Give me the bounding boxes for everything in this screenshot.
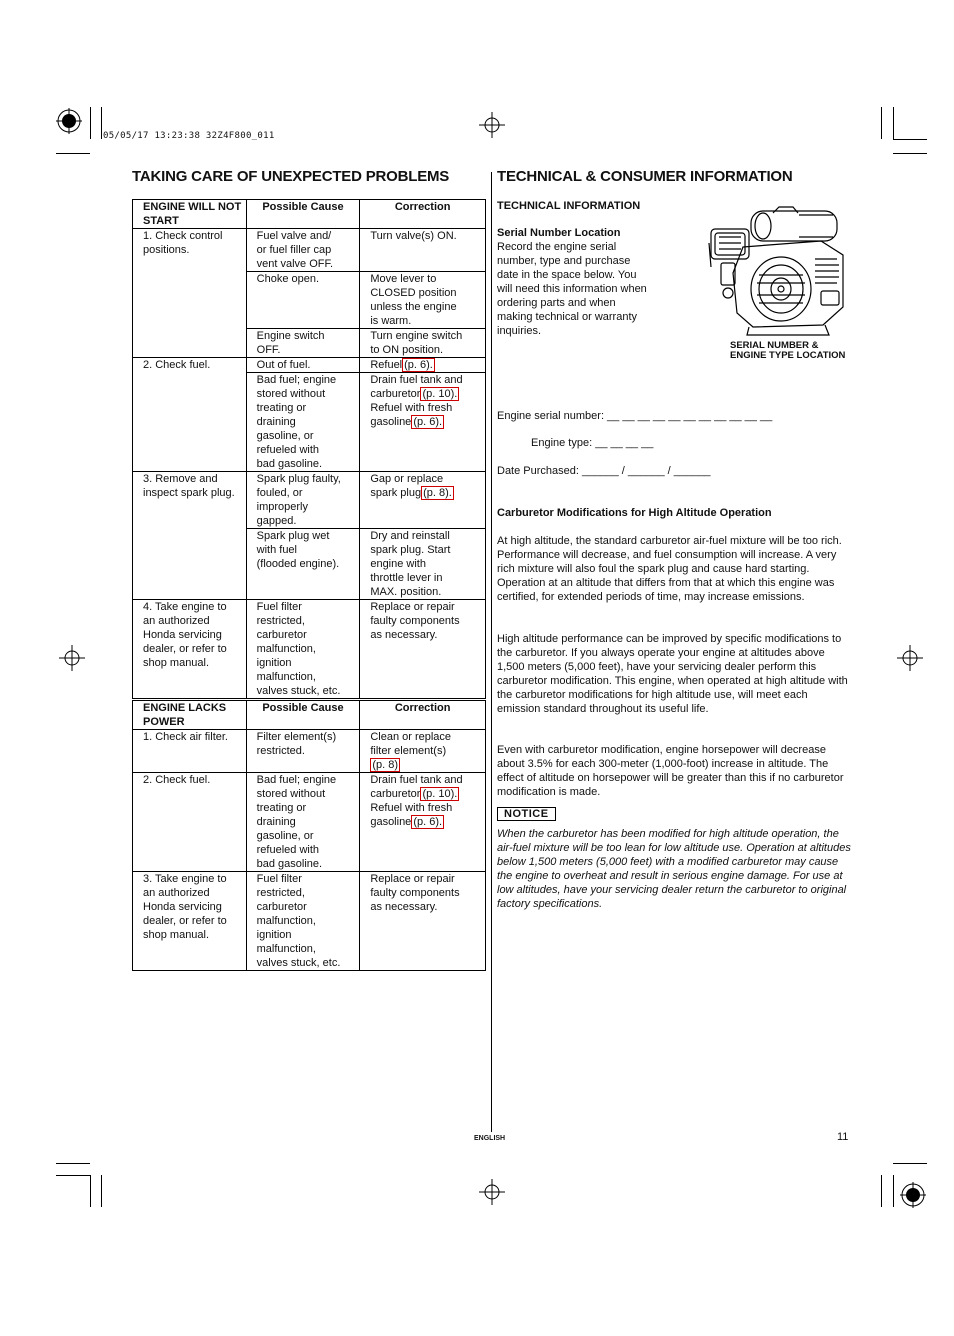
paragraph-horsepower: Even with carburetor modification, engine horsepower will decrease about 3.5% for each 300-meter (1,000-foot) increase in altitude. The effect of altitude on horsepower will be greater than this if no carburetor modification is made. bbox=[497, 744, 844, 798]
table-row bbox=[133, 600, 486, 699]
date-purchased-field[interactable]: Date Purchased: ______ / ______ / ______ bbox=[497, 465, 711, 477]
check-step: 1. Check air filter. bbox=[133, 730, 247, 773]
crosshair-icon bbox=[897, 645, 923, 671]
technical-information-heading: TECHNICAL INFORMATION bbox=[497, 200, 641, 212]
right-section-title: TECHNICAL & CONSUMER INFORMATION bbox=[497, 168, 793, 185]
page-reference-link[interactable]: (p. 6). bbox=[413, 416, 443, 428]
table-row bbox=[133, 358, 486, 373]
cause-cell: Fuel filter restricted, carburetor malfunction, ignition malfunction, valves stuck, etc. bbox=[246, 872, 360, 971]
engine-will-not-start-table bbox=[132, 199, 486, 699]
crosshair-icon bbox=[479, 112, 505, 138]
cause-cell: Spark plug faulty, fouled, or improperly gapped. bbox=[246, 472, 360, 529]
table-header-correction: Correction bbox=[360, 200, 486, 229]
cause-cell: Choke open. bbox=[246, 272, 360, 329]
notice-label: NOTICE bbox=[497, 807, 556, 821]
table-row bbox=[133, 730, 486, 773]
language-label: ENGLISH bbox=[474, 1135, 506, 1142]
carburetor-heading: Carburetor Modifications for High Altitude Operation bbox=[497, 507, 772, 519]
left-section-title: TAKING CARE OF UNEXPECTED PROBLEMS bbox=[132, 168, 450, 185]
paragraph-performance: High altitude performance can be improved by specific modifications to the carburetor. If you always operate your engine at altitudes above 1,500 meters (5,000 feet), have your servicing dealer perform this carburetor modification. This engine, when operated at high altitude with the carburetor modifications for high altitude use, will meet each emission standard throughout its useful life. bbox=[497, 633, 848, 715]
cause-cell: Bad fuel; engine stored without treating or draining gasoline, or refueled with bad gasoline. bbox=[246, 373, 360, 472]
page-reference-link[interactable]: (p. 8). bbox=[423, 487, 452, 499]
crosshair-icon bbox=[59, 645, 85, 671]
crosshair-icon bbox=[479, 1179, 505, 1205]
notice-text: When the carburetor has been modified for high altitude operation, the air-fuel mixture will be too lean for low altitude use. Operation at altitudes below 1,500 meters (5,000 feet) with a modified carburetor may cause the engine to overheat and result in serious engine damage. For use at low altitudes, have your servicing dealer return the carburetor to original factory specifications. bbox=[497, 828, 851, 910]
correction-text: Gap or replace spark plug bbox=[370, 473, 444, 499]
cause-cell: Spark plug wet with fuel (flooded engine). bbox=[246, 529, 360, 600]
cause-cell: Engine switch OFF. bbox=[246, 329, 360, 358]
correction-text: Refuel bbox=[370, 359, 403, 371]
cause-cell: Filter element(s) restricted. bbox=[246, 730, 360, 773]
engine-serial-number-field[interactable]: Engine serial number: __ __ __ __ __ __ __ __ __ __ __ bbox=[497, 410, 773, 422]
correction-text: Drain fuel tank and carburetor bbox=[370, 374, 463, 400]
correction-cell bbox=[360, 773, 486, 872]
cause-cell: Fuel filter restricted, carburetor malfunction, ignition malfunction, valves stuck, etc. bbox=[246, 600, 360, 699]
table-row bbox=[133, 472, 486, 529]
correction-cell: Turn valve(s) ON. bbox=[360, 229, 486, 272]
image-caption: SERIAL NUMBER & ENGINE TYPE LOCATION bbox=[730, 340, 846, 361]
print-stamp: 05/05/17 13:23:38 32Z4F800_011 bbox=[103, 131, 275, 141]
table-row bbox=[133, 229, 486, 272]
cause-cell: Bad fuel; engine stored without treating or draining gasoline, or refueled with bad gasoline. bbox=[246, 773, 360, 872]
check-step: 4. Take engine to an authorized Honda servicing dealer, or refer to shop manual. bbox=[133, 600, 247, 699]
correction-cell bbox=[360, 373, 486, 472]
page-reference-link[interactable]: (p. 10). bbox=[422, 388, 458, 400]
correction-cell: Dry and reinstall spark plug. Start engine with throttle lever in MAX. position. bbox=[360, 529, 486, 600]
page-reference-link[interactable]: (p. 10). bbox=[422, 788, 458, 800]
engine-lacks-power-table bbox=[132, 700, 486, 971]
correction-text: Clean or replace filter element(s) bbox=[370, 731, 452, 757]
check-step: 1. Check control positions. bbox=[133, 229, 247, 358]
table-header-correction: Correction bbox=[360, 701, 486, 730]
check-step: 3. Remove and inspect spark plug. bbox=[133, 472, 247, 600]
engine-type-field[interactable]: Engine type: __ __ __ __ bbox=[531, 437, 654, 449]
correction-cell bbox=[360, 730, 486, 773]
table-row bbox=[133, 872, 486, 971]
cause-cell: Fuel valve and/ or fuel filler cap vent valve OFF. bbox=[246, 229, 360, 272]
check-step: 3. Take engine to an authorized Honda servicing dealer, or refer to shop manual. bbox=[133, 872, 247, 971]
correction-cell: Replace or repair faulty components as necessary. bbox=[360, 600, 486, 699]
table-row bbox=[133, 773, 486, 872]
page-number: 11 bbox=[837, 1131, 849, 1143]
page-reference-link[interactable]: (p. 8) bbox=[372, 759, 399, 771]
page-reference-link[interactable]: (p. 6). bbox=[404, 359, 433, 371]
serial-number-instructions: Record the engine serial number, type and purchase date in the space below. You will need this information when ordering parts and when making technical or warranty inquiries. bbox=[497, 241, 647, 337]
paragraph-high-altitude: At high altitude, the standard carburetor air-fuel mixture will be too rich. Performance will decrease, and fuel consumption will increase. A very rich mixture will also foul the spark plug and cause hard starting. Operation at an altitude that differs from that at which this engine was certified, for extended periods of time, may increase emissions. bbox=[497, 535, 842, 603]
table-header-problem: ENGINE WILL NOT START bbox=[133, 200, 247, 229]
correction-text: Drain fuel tank and carburetor bbox=[370, 774, 463, 800]
correction-cell: Replace or repair faulty components as necessary. bbox=[360, 872, 486, 971]
registration-mark-icon bbox=[900, 1182, 926, 1208]
correction-text: Refuel with fresh gasoline bbox=[370, 402, 453, 428]
correction-cell: Turn engine switch to ON position. bbox=[360, 329, 486, 358]
correction-cell: Move lever to CLOSED position unless the engine is warm. bbox=[360, 272, 486, 329]
check-step: 2. Check fuel. bbox=[133, 358, 247, 472]
correction-text: Refuel with fresh gasoline bbox=[370, 802, 453, 828]
engine-illustration bbox=[703, 203, 853, 338]
page-reference-link[interactable]: (p. 6). bbox=[413, 816, 443, 828]
correction-cell bbox=[360, 358, 486, 373]
table-header-problem: ENGINE LACKS POWER bbox=[133, 701, 247, 730]
column-divider bbox=[491, 172, 492, 1132]
serial-number-heading: Serial Number Location bbox=[497, 227, 621, 239]
check-step: 2. Check fuel. bbox=[133, 773, 247, 872]
table-header-cause: Possible Cause bbox=[246, 701, 360, 730]
table-header-cause: Possible Cause bbox=[246, 200, 360, 229]
cause-cell: Out of fuel. bbox=[246, 358, 360, 373]
correction-cell bbox=[360, 472, 486, 529]
registration-mark-icon bbox=[56, 108, 82, 134]
